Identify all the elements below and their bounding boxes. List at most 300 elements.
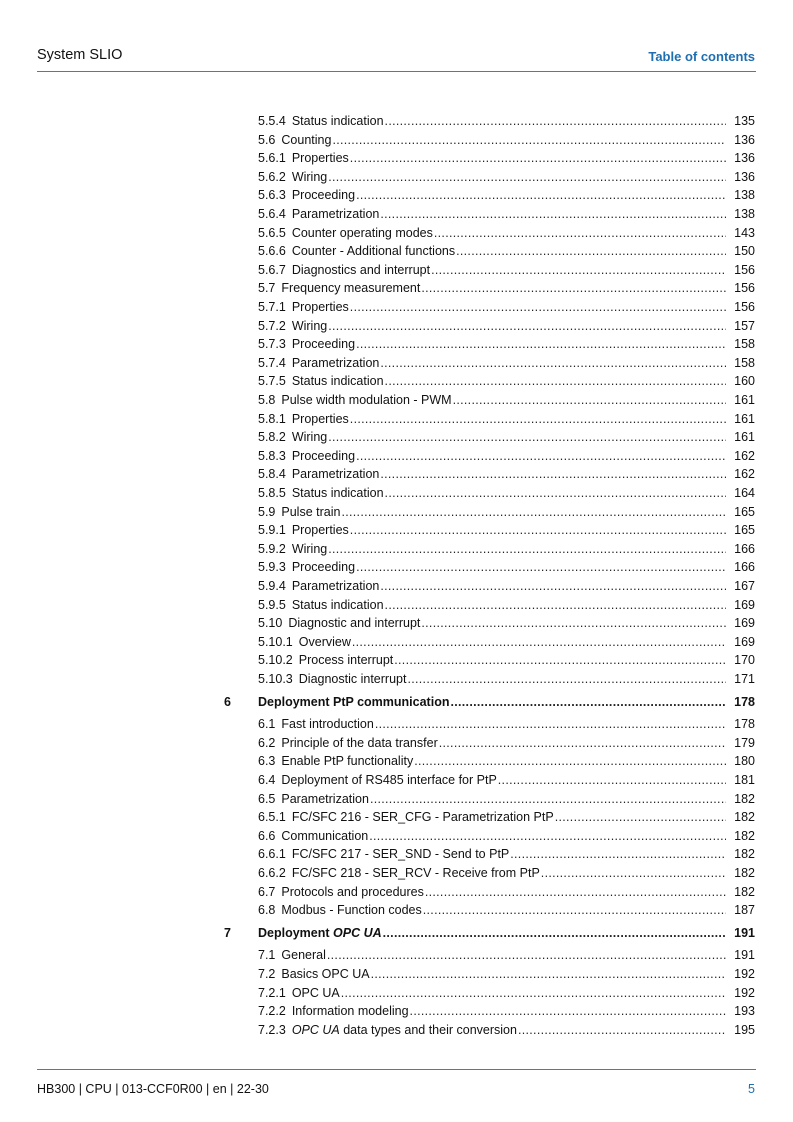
toc-entry-page: 180 — [734, 754, 755, 769]
toc-entry-title — [292, 355, 380, 371]
toc-entry-number: 5.7.2 — [258, 318, 286, 333]
toc-entry-number: 5.9.5 — [258, 597, 286, 612]
toc-entry[interactable] — [258, 466, 755, 482]
toc-entry-title-text: Counter operating modes — [291, 225, 433, 240]
toc-entry-title — [292, 336, 355, 352]
toc-entry-title-text: Diagnostics and interrupt — [291, 262, 431, 277]
toc-entry-title-text: Wiring — [291, 169, 328, 184]
toc-entry-title-text: FC/SFC 216 - SER_CFG - Parametrization PtP — [291, 810, 554, 825]
toc-entry-number: 5.8.2 — [258, 430, 286, 445]
toc-entry-title-emphasis: OPC UA — [291, 1022, 340, 1037]
toc-leader-dots — [356, 448, 726, 464]
toc-entry-number: 5.9.2 — [258, 541, 286, 556]
toc-entry[interactable] — [258, 809, 755, 825]
toc-entry-title-text: Proceeding — [291, 560, 356, 575]
toc-entry-page: 192 — [734, 985, 755, 1000]
toc-entry-page: 166 — [734, 541, 755, 556]
toc-leader-dots — [518, 1022, 726, 1038]
toc-entry-title — [281, 966, 369, 982]
toc-entry-title — [292, 206, 380, 222]
toc-leader-dots — [350, 522, 726, 538]
toc-entry-number: 5.7.3 — [258, 337, 286, 352]
toc-entry-page: 165 — [734, 504, 755, 519]
toc-entry-title-text: Proceeding — [291, 337, 356, 352]
toc-entry-title-text: FC/SFC 218 - SER_RCV - Receive from PtP — [291, 866, 540, 880]
toc-leader-dots — [394, 652, 726, 668]
toc-leader-dots — [385, 373, 727, 389]
toc-leader-dots — [350, 150, 726, 166]
toc-entry-page: 157 — [734, 318, 755, 333]
toc-entry-page: 193 — [734, 1004, 755, 1019]
toc-entry-title-text: data types and their conversion — [339, 1022, 517, 1037]
toc-leader-dots — [421, 280, 726, 296]
toc-entry[interactable] — [258, 132, 755, 148]
toc-leader-dots — [555, 809, 726, 825]
toc-entry-title — [299, 652, 393, 668]
toc-entry[interactable] — [258, 772, 755, 788]
toc-entry-page: 169 — [734, 597, 755, 612]
toc-entry-title-text: Status indication — [291, 374, 384, 389]
toc-entry[interactable] — [258, 243, 755, 259]
page-number: 5 — [748, 1082, 755, 1096]
toc-entry-number: 6.5 — [258, 791, 276, 806]
toc-entry-title-text: Counter - Additional functions — [291, 244, 456, 259]
toc-entry-title — [281, 947, 325, 963]
toc-entry-number: 6.5.1 — [258, 810, 286, 825]
toc-entry-page: 158 — [734, 355, 755, 370]
toc-entry-page: 143 — [734, 225, 755, 240]
toc-entry[interactable] — [258, 373, 755, 389]
toc-entry-number: 5.9.3 — [258, 560, 286, 575]
toc-entry-number: 6.7 — [258, 884, 276, 899]
toc-entry-title — [292, 597, 384, 613]
toc-entry-page: 182 — [734, 828, 755, 843]
toc-entry-title-text: Diagnostic interrupt — [298, 672, 407, 686]
toc-entry[interactable] — [258, 846, 755, 862]
toc-entry-title-text: Information modeling — [291, 1004, 409, 1019]
toc-entry-page: 158 — [734, 337, 755, 352]
toc-entry-page: 170 — [734, 653, 755, 668]
toc-entry-title-text: Wiring — [291, 430, 328, 445]
toc-leader-dots — [450, 694, 726, 710]
toc-entry-number: 5.7 — [258, 281, 276, 296]
toc-entry-page: 182 — [734, 810, 755, 825]
toc-entry-title — [292, 522, 349, 538]
toc-entry-title — [292, 448, 355, 464]
toc-leader-dots — [356, 559, 726, 575]
toc-leader-dots — [380, 466, 726, 482]
toc-entry-number: 7 — [224, 925, 231, 940]
toc-entry-number: 5.8.1 — [258, 411, 286, 426]
toc-entry-number: 5.9.4 — [258, 579, 286, 593]
toc-entry-number: 5.6.7 — [258, 262, 286, 277]
toc-entry-title-text: Deployment of RS485 interface for PtP — [281, 773, 497, 787]
toc-entry-number: 5.7.5 — [258, 374, 286, 389]
toc-leader-dots — [380, 206, 726, 222]
header-divider — [37, 71, 756, 72]
toc-entry-title — [281, 132, 331, 148]
toc-entry-title — [258, 694, 449, 710]
toc-leader-dots — [385, 597, 727, 613]
toc-leader-dots — [350, 299, 726, 315]
toc-leader-dots — [414, 753, 726, 769]
toc-entry[interactable] — [258, 448, 755, 464]
toc-entry-page: 162 — [734, 448, 755, 463]
toc-entry-page: 182 — [734, 847, 755, 862]
toc-entry[interactable] — [258, 280, 755, 296]
toc-entry-page: 182 — [734, 866, 755, 880]
toc-entry-page: 191 — [734, 948, 755, 963]
toc-entry-title — [292, 411, 349, 427]
toc-entry[interactable] — [258, 522, 755, 538]
toc-entry-number: 6 — [224, 694, 231, 709]
toc-entry-title-text: Parametrization — [291, 207, 380, 221]
toc-chapter-entry[interactable] — [224, 694, 755, 710]
toc-entry-title-text: Pulse train — [281, 504, 341, 519]
toc-entry-number: 5.7.1 — [258, 300, 286, 314]
toc-entry-number: 6.8 — [258, 903, 276, 918]
toc-entry-title — [281, 716, 373, 732]
toc-leader-dots — [352, 634, 726, 650]
toc-entry-title — [258, 925, 382, 941]
toc-entry-page: 169 — [734, 616, 755, 631]
toc-entry[interactable] — [258, 262, 755, 278]
toc-leader-dots — [328, 541, 726, 557]
toc-entry-number: 5.9 — [258, 504, 276, 519]
toc-entry-page: 161 — [734, 393, 755, 407]
toc-entry-title — [281, 772, 496, 788]
toc-entry-title-text: Properties — [291, 151, 349, 166]
toc-entry-title — [292, 865, 540, 881]
toc-entry-title — [292, 318, 327, 334]
toc-leader-dots — [356, 187, 726, 203]
toc-entry-page: 181 — [734, 773, 755, 787]
toc-entry-page: 156 — [734, 262, 755, 277]
toc-leader-dots — [510, 846, 726, 862]
toc-entry-title — [281, 280, 420, 296]
toc-entry[interactable] — [258, 671, 755, 687]
toc-entry-number: 5.8.3 — [258, 448, 286, 463]
toc-entry-number: 5.7.4 — [258, 355, 286, 370]
toc-entry-page: 165 — [734, 523, 755, 538]
toc-entry-page: 192 — [734, 967, 755, 981]
toc-entry-page: 150 — [734, 244, 755, 259]
toc-entry[interactable] — [258, 884, 755, 900]
toc-entry[interactable] — [258, 716, 755, 732]
toc-leader-dots — [425, 884, 726, 900]
toc-entry-number: 5.8.4 — [258, 467, 286, 482]
toc-entry-title — [281, 902, 421, 918]
toc-entry-page: 167 — [734, 579, 755, 593]
toc-entry-title — [292, 150, 349, 166]
toc-entry[interactable] — [258, 225, 755, 241]
toc-leader-dots — [439, 735, 726, 751]
toc-entry-title — [292, 429, 327, 445]
toc-entry-title-text: Status indication — [291, 114, 384, 128]
toc-entry-number: 5.10.1 — [258, 634, 293, 649]
toc-entry-page: 178 — [734, 717, 755, 732]
toc-entry-title — [292, 225, 433, 241]
toc-entry-number: 5.6.4 — [258, 207, 286, 221]
toc-entry-number: 7.2 — [258, 967, 276, 981]
toc-entry-number: 6.2 — [258, 735, 276, 750]
toc-entry-title-text: Fast introduction — [281, 717, 374, 732]
toc-entry-number: 6.3 — [258, 754, 276, 769]
toc-entry-title — [281, 735, 437, 751]
toc-entry-number: 7.2.1 — [258, 985, 286, 1000]
toc-entry-number: 5.10.2 — [258, 653, 293, 668]
toc-entry-page: 171 — [734, 672, 755, 686]
toc-entry-title — [281, 392, 451, 408]
toc-entry[interactable] — [258, 169, 755, 185]
toc-entry[interactable] — [258, 902, 755, 918]
toc-entry-title — [281, 884, 423, 900]
toc-entry-title-text: Enable PtP functionality — [281, 754, 414, 769]
running-header-section: Table of contents — [648, 49, 755, 64]
toc-entry[interactable] — [258, 597, 755, 613]
toc-entry[interactable] — [258, 318, 755, 334]
toc-entry-title-text: Modbus - Function codes — [281, 903, 422, 918]
toc-entry[interactable] — [258, 429, 755, 445]
toc-leader-dots — [410, 1003, 727, 1019]
toc-entry-title-text: Deployment — [258, 925, 334, 940]
toc-entry-page: 138 — [734, 207, 755, 221]
toc-entry-title — [292, 1022, 517, 1038]
toc-entry-title-text: Counting — [281, 132, 332, 147]
toc-leader-dots — [350, 411, 726, 427]
toc-entry-page: 191 — [734, 925, 755, 940]
toc-entry-page: 182 — [734, 791, 755, 806]
toc-leader-dots — [328, 169, 726, 185]
toc-entry[interactable] — [258, 411, 755, 427]
toc-entry-number: 5.8.5 — [258, 486, 286, 500]
toc-entry-title-text: Process interrupt — [298, 653, 394, 668]
toc-leader-dots — [380, 578, 726, 594]
toc-entry[interactable] — [258, 615, 755, 631]
toc-entry-number: 5.8 — [258, 393, 276, 407]
toc-entry[interactable] — [258, 578, 755, 594]
toc-entry-title-text: Properties — [291, 300, 349, 314]
toc-entry-title-text: Diagnostic and interrupt — [288, 616, 421, 631]
toc-entry-page: 160 — [734, 374, 755, 389]
toc-entry-title-text: Wiring — [291, 318, 328, 333]
toc-entry-page: 182 — [734, 884, 755, 899]
toc-leader-dots — [421, 615, 726, 631]
toc-entry-title-text: Parametrization — [281, 791, 369, 806]
toc-entry[interactable] — [258, 791, 755, 807]
toc-entry-page: 136 — [734, 169, 755, 184]
toc-entry-page: 136 — [734, 151, 755, 166]
toc-entry-number: 5.6 — [258, 132, 276, 147]
toc-entry[interactable] — [258, 828, 755, 844]
toc-entry-title-text: Proceeding — [291, 448, 356, 463]
toc-entry-number: 6.6.2 — [258, 866, 286, 880]
toc-entry-page: 162 — [734, 467, 755, 482]
toc-entry[interactable] — [258, 150, 755, 166]
toc-entry[interactable] — [258, 485, 755, 501]
toc-entry[interactable] — [258, 299, 755, 315]
toc-entry-page: 178 — [734, 694, 755, 709]
toc-entry-number: 5.9.1 — [258, 523, 286, 538]
toc-entry-title — [292, 243, 455, 259]
toc-entry[interactable] — [258, 541, 755, 557]
toc-entry-page: 179 — [734, 735, 755, 750]
toc-entry-page: 138 — [734, 188, 755, 203]
toc-leader-dots — [356, 336, 726, 352]
toc-leader-dots — [371, 966, 727, 982]
toc-entry-title-text: Principle of the data transfer — [281, 735, 438, 750]
toc-entry[interactable] — [258, 985, 755, 1001]
toc-entry-title-text: Proceeding — [291, 188, 356, 203]
toc-entry-title — [299, 671, 407, 687]
toc-entry[interactable] — [258, 865, 755, 881]
toc-entry-title-text: Parametrization — [291, 355, 380, 370]
toc-entry-number: 5.6.6 — [258, 244, 286, 259]
toc-leader-dots — [385, 113, 727, 129]
toc-entry-page: 161 — [734, 411, 755, 426]
toc-entry-number: 7.1 — [258, 948, 276, 963]
toc-entry-title — [281, 753, 413, 769]
toc-entry-number: 5.10 — [258, 616, 283, 631]
toc-entry-title — [292, 985, 340, 1001]
toc-entry[interactable] — [258, 966, 755, 982]
toc-entry-title — [292, 262, 430, 278]
toc-entry-title-text: Parametrization — [291, 467, 380, 482]
toc-chapter-entry[interactable] — [224, 925, 755, 941]
toc-leader-dots — [328, 318, 726, 334]
toc-entry[interactable] — [258, 336, 755, 352]
toc-entry-title-text: Communication — [281, 828, 369, 843]
toc-entry-title — [281, 791, 369, 807]
toc-entry-title-text: FC/SFC 217 - SER_SND - Send to PtP — [291, 847, 510, 862]
toc-entry[interactable] — [258, 652, 755, 668]
toc-leader-dots — [332, 132, 726, 148]
toc-entry[interactable] — [258, 753, 755, 769]
toc-entry-title-text: Overview — [298, 634, 351, 649]
toc-entry-page: 187 — [734, 903, 755, 918]
toc-entry-title — [292, 113, 384, 129]
toc-entry-title-text: Pulse width modulation - PWM — [281, 393, 452, 407]
toc-entry[interactable] — [258, 355, 755, 371]
toc-entry[interactable] — [258, 1003, 755, 1019]
toc-entry-page: 161 — [734, 430, 755, 445]
toc-entry-number: 7.2.3 — [258, 1022, 286, 1037]
toc-entry-page: 136 — [734, 132, 755, 147]
toc-leader-dots — [341, 985, 726, 1001]
toc-entry-number: 6.1 — [258, 717, 276, 732]
toc-entry-number: 6.6 — [258, 828, 276, 843]
toc-entry-title-text: Status indication — [291, 597, 384, 612]
toc-entry-title-text: Protocols and procedures — [281, 884, 424, 899]
toc-entry-title — [292, 299, 349, 315]
toc-entry-title — [281, 504, 340, 520]
toc-entry-title — [292, 1003, 409, 1019]
toc-entry-title — [288, 615, 420, 631]
toc-entry-number: 7.2.2 — [258, 1004, 286, 1019]
toc-entry-number: 5.6.1 — [258, 151, 286, 166]
toc-entry-title-text: Properties — [291, 411, 349, 426]
toc-entry-number: 5.10.3 — [258, 672, 293, 686]
toc-entry-number: 6.6.1 — [258, 847, 286, 862]
toc-entry-title — [292, 559, 355, 575]
toc-entry[interactable] — [258, 392, 755, 408]
toc-entry-page: 156 — [734, 300, 755, 314]
toc-leader-dots — [369, 828, 726, 844]
toc-leader-dots — [498, 772, 726, 788]
toc-entry-number: 5.5.4 — [258, 114, 286, 128]
toc-entry[interactable] — [258, 1022, 755, 1038]
toc-entry-title — [292, 169, 327, 185]
toc-leader-dots — [328, 429, 726, 445]
toc-entry-title — [292, 373, 384, 389]
toc-entry-title-text: Deployment PtP communication — [258, 694, 450, 709]
toc-entry-page: 164 — [734, 486, 755, 500]
toc-leader-dots — [327, 947, 726, 963]
toc-entry-title — [292, 809, 554, 825]
toc-leader-dots — [456, 243, 726, 259]
footer-divider — [37, 1069, 756, 1070]
running-header-title: System SLIO — [37, 47, 123, 63]
toc-entry-number: 5.6.5 — [258, 225, 286, 240]
toc-entry[interactable] — [258, 559, 755, 575]
toc-leader-dots — [541, 865, 726, 881]
toc-entry-title — [292, 466, 380, 482]
toc-entry-title-emphasis: OPC UA — [333, 925, 382, 940]
toc-entry-title-text: Basics OPC UA — [281, 967, 370, 981]
toc-entry-title-text: Parametrization — [291, 579, 380, 593]
toc-entry-title-text: Wiring — [291, 541, 328, 556]
toc-entry-page: 135 — [734, 114, 755, 128]
toc-entry-title — [292, 541, 327, 557]
toc-entry-title-text: General — [281, 948, 326, 963]
toc-entry-title-text: OPC UA — [291, 985, 340, 1000]
toc-entry[interactable] — [258, 735, 755, 751]
toc-leader-dots — [380, 355, 726, 371]
toc-entry-page: 166 — [734, 560, 755, 575]
toc-leader-dots — [370, 791, 726, 807]
toc-entry[interactable] — [258, 206, 755, 222]
toc-entry-title — [292, 187, 355, 203]
toc-entry-title-text: Properties — [291, 523, 349, 538]
toc-entry[interactable] — [258, 634, 755, 650]
toc-entry-title — [299, 634, 351, 650]
toc-leader-dots — [431, 262, 726, 278]
toc-leader-dots — [375, 716, 726, 732]
toc-leader-dots — [385, 485, 727, 501]
toc-entry-number: 5.6.2 — [258, 169, 286, 184]
toc-entry-page: 169 — [734, 634, 755, 649]
toc-leader-dots — [383, 925, 727, 941]
toc-leader-dots — [407, 671, 726, 687]
toc-leader-dots — [423, 902, 726, 918]
toc-entry-title — [292, 485, 384, 501]
toc-entry-page: 156 — [734, 281, 755, 296]
toc-leader-dots — [453, 392, 727, 408]
toc-entry-title — [292, 846, 509, 862]
toc-entry[interactable] — [258, 504, 755, 520]
toc-entry[interactable] — [258, 187, 755, 203]
toc-leader-dots — [434, 225, 726, 241]
toc-entry-title — [292, 578, 380, 594]
toc-entry[interactable] — [258, 113, 755, 129]
toc-entry[interactable] — [258, 947, 755, 963]
toc-entry-title-text: Status indication — [291, 486, 384, 500]
toc-entry-page: 195 — [734, 1022, 755, 1037]
toc-entry-number: 5.6.3 — [258, 188, 286, 203]
toc-entry-title — [281, 828, 368, 844]
toc-entry-number: 6.4 — [258, 773, 276, 787]
footer-document-id: HB300 | CPU | 013-CCF0R00 | en | 22-30 — [37, 1082, 269, 1096]
